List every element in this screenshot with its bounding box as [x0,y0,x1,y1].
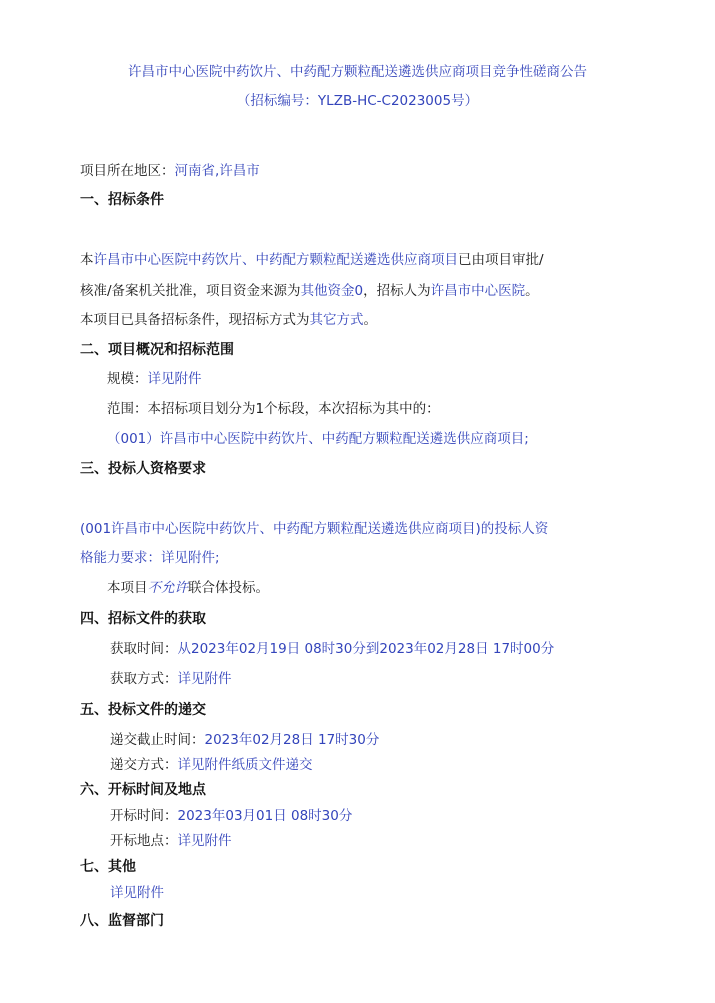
s2-scope-line: 范围：本招标项目划分为1个标段，本次招标为其中的： [107,401,440,417]
section-6-heading: 六、开标时间及地点 [80,782,206,798]
s1-project-name: 许昌市中心医院中药饮片、中药配方颗粒配送遴选供应商项目 [93,252,458,268]
s3-consortium-c: 联合体投标。 [188,580,269,596]
s1-fund-source: 其他资金0 [300,283,364,299]
s6-place-label: 开标地点： [110,833,178,849]
section-4-heading: 四、招标文件的获取 [80,611,206,627]
s1-p2-c: ，招标人为 [363,283,431,299]
section-2-heading: 二、项目概况和招标范围 [80,342,234,358]
section-3-heading: 三、投标人资格要求 [80,461,206,477]
s3-requirement-line-2: 格能力要求：详见附件; [80,550,220,566]
s1-paragraph-line-2 [80,281,539,301]
s2-scale-value: 详见附件 [147,371,202,387]
s2-scale-label: 规模： [107,371,148,387]
s1-paragraph-line-3 [80,310,377,330]
s4-method-label: 获取方式： [110,671,178,687]
s2-scale-line [107,369,202,389]
s1-p1-c: 已由项目审批/ [458,252,544,268]
s1-p3-c: 。 [363,312,377,328]
section-1-heading: 一、招标条件 [80,192,164,208]
s3-consortium-line [107,578,269,598]
s4-method-line [110,669,232,689]
s4-time-label: 获取时间： [110,641,178,657]
s1-p3-a: 本项目已具备招标条件，现招标方式为 [80,312,310,328]
s2-lot-item: （001）许昌市中心医院中药饮片、中药配方颗粒配送遴选供应商项目; [107,431,529,447]
s5-deadline-line [110,730,379,750]
s1-paragraph-line-1 [80,250,544,270]
section-5-heading: 五、投标文件的递交 [80,702,206,718]
s4-time-value: 从2023年02月19日 08时30分到2023年02月28日 17时00分 [177,641,555,657]
section-7-heading: 七、其他 [80,859,136,875]
region-line [80,161,260,181]
bid-number: （招标编号：YLZB-HC-C2023005号） [236,93,479,109]
s6-time-line [110,806,352,826]
s6-place-value: 详见附件 [177,833,232,849]
s5-method-line [110,755,313,775]
s5-method-value: 详见附件纸质文件递交 [177,757,313,773]
s4-time-line [110,639,554,659]
s3-consortium-a: 本项目 [107,580,148,596]
document-title: 许昌市中心医院中药饮片、中药配方颗粒配送遴选供应商项目竞争性磋商公告 [128,64,587,80]
s5-deadline-label: 递交截止时间： [110,732,205,748]
s1-tenderer: 许昌市中心医院 [430,283,526,299]
s6-place-line [110,831,232,851]
section-8-heading: 八、监督部门 [80,913,164,929]
s6-time-label: 开标时间： [110,808,178,824]
s5-deadline-value: 2023年02月28日 17时30分 [204,732,380,748]
s1-p2-e: 。 [525,283,539,299]
s3-requirement-line-1: (001许昌市中心医院中药饮片、中药配方颗粒配送遴选供应商项目)的投标人资 [80,521,549,537]
s1-p1-a: 本 [80,252,94,268]
s4-method-value: 详见附件 [177,671,232,687]
s5-method-label: 递交方式： [110,757,178,773]
region-label: 项目所在地区： [80,163,175,179]
s3-consortium-status: 不允许 [147,580,188,596]
s6-time-value: 2023年03月01日 08时30分 [177,808,353,824]
s1-p2-a: 核准/备案机关批准，项目资金来源为 [80,283,301,299]
region-value: 河南省,许昌市 [174,163,260,179]
s1-bid-method: 其它方式 [309,312,364,328]
s7-value: 详见附件 [110,885,164,901]
